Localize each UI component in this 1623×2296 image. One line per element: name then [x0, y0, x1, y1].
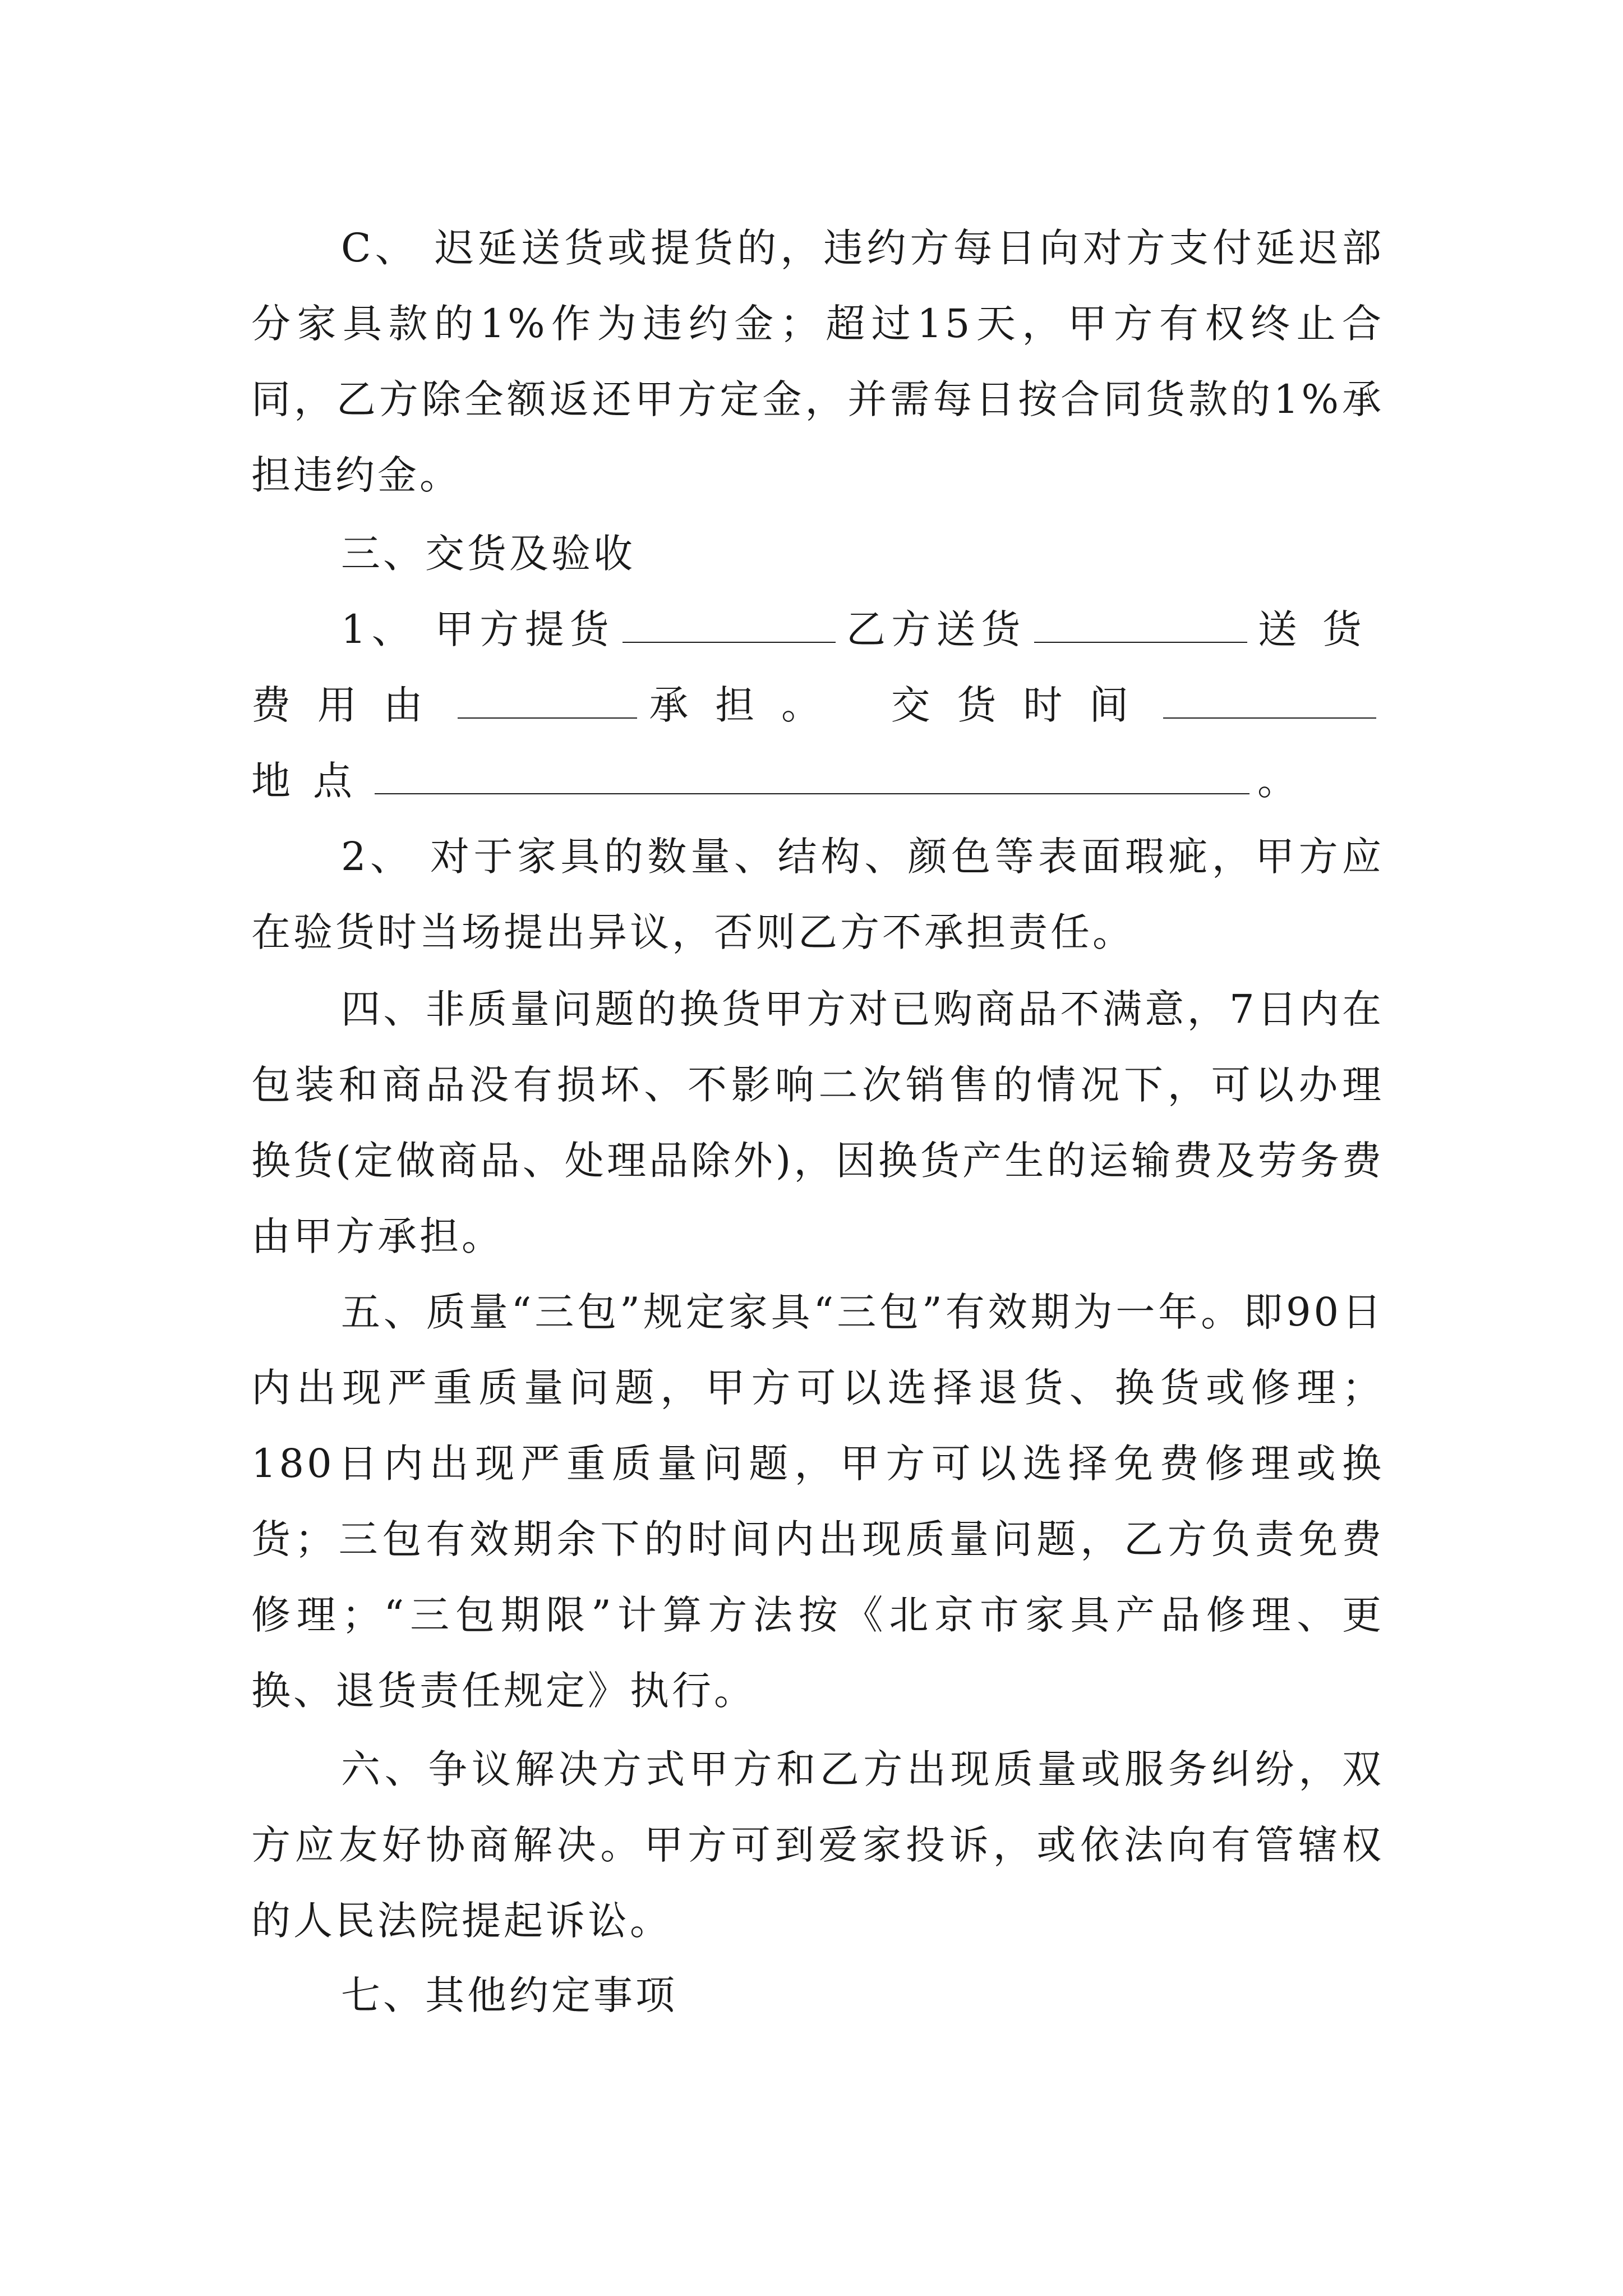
clause-2-surface-defects: 2、 对于家具的数量、结构、颜色等表面瑕疵，甲方应在验货时当场提出异议，否则乙方不承担责任。	[251, 834, 1384, 955]
pickup-blank	[623, 607, 836, 643]
section-6-dispute: 六、争议解决方式甲方和乙方出现质量或服务纠纷，双方应友好协商解决。甲方可到爱家投诉，或依法向有管辖权的人民法院提起诉讼。	[251, 1746, 1384, 1944]
seller-delivery-blank	[1034, 607, 1247, 643]
pickup-label: 1、 甲方提货	[341, 606, 615, 652]
clause-1-delivery	[251, 592, 1384, 819]
section-3-heading: 三、交货及验收	[341, 531, 635, 577]
place-label: 地点	[251, 758, 375, 804]
clause-c-late-delivery: C、 迟延送货或提货的，违约方每日向对方支付延迟部分家具款的1%作为违约金；超过15天，甲方有权终止合同，乙方除全额返还甲方定金，并需每日按合同货款的1%承担违约金。	[251, 225, 1384, 498]
seller-delivery-label: 乙方送货	[843, 606, 1026, 652]
delivery-end-mark: 。	[1257, 758, 1299, 804]
fee-prefix: 送货费用由	[251, 606, 1385, 728]
delivery-time-blank	[1163, 683, 1376, 719]
delivery-time-label: 交货时间	[886, 682, 1156, 728]
section-4-exchange: 四、非质量问题的换货甲方对已购商品不满意，7日内在包装和商品没有损坏、不影响二次销售的情况下，可以办理换货(定做商品、处理品除外)，因换货产生的运输费及劳务费由甲方承担。	[251, 986, 1384, 1259]
fee-suffix: 承担。	[644, 682, 847, 728]
fee-payer-blank	[458, 683, 637, 719]
place-blank	[375, 758, 1249, 794]
section-5-warranty: 五、质量“三包”规定家具“三包”有效期为一年。即90日内出现严重质量问题，甲方可以选择退货、换货或修理；180日内出现严重质量问题，甲方可以选择免费修理或换货；三包有效期余下的时间内出现质量问题，乙方负责免费修理；“三包期限”计算方法按《北京市家具产品修理、更换、退货责任规定》执行。	[251, 1289, 1384, 1714]
section-7-heading: 七、其他约定事项	[341, 1972, 677, 2018]
